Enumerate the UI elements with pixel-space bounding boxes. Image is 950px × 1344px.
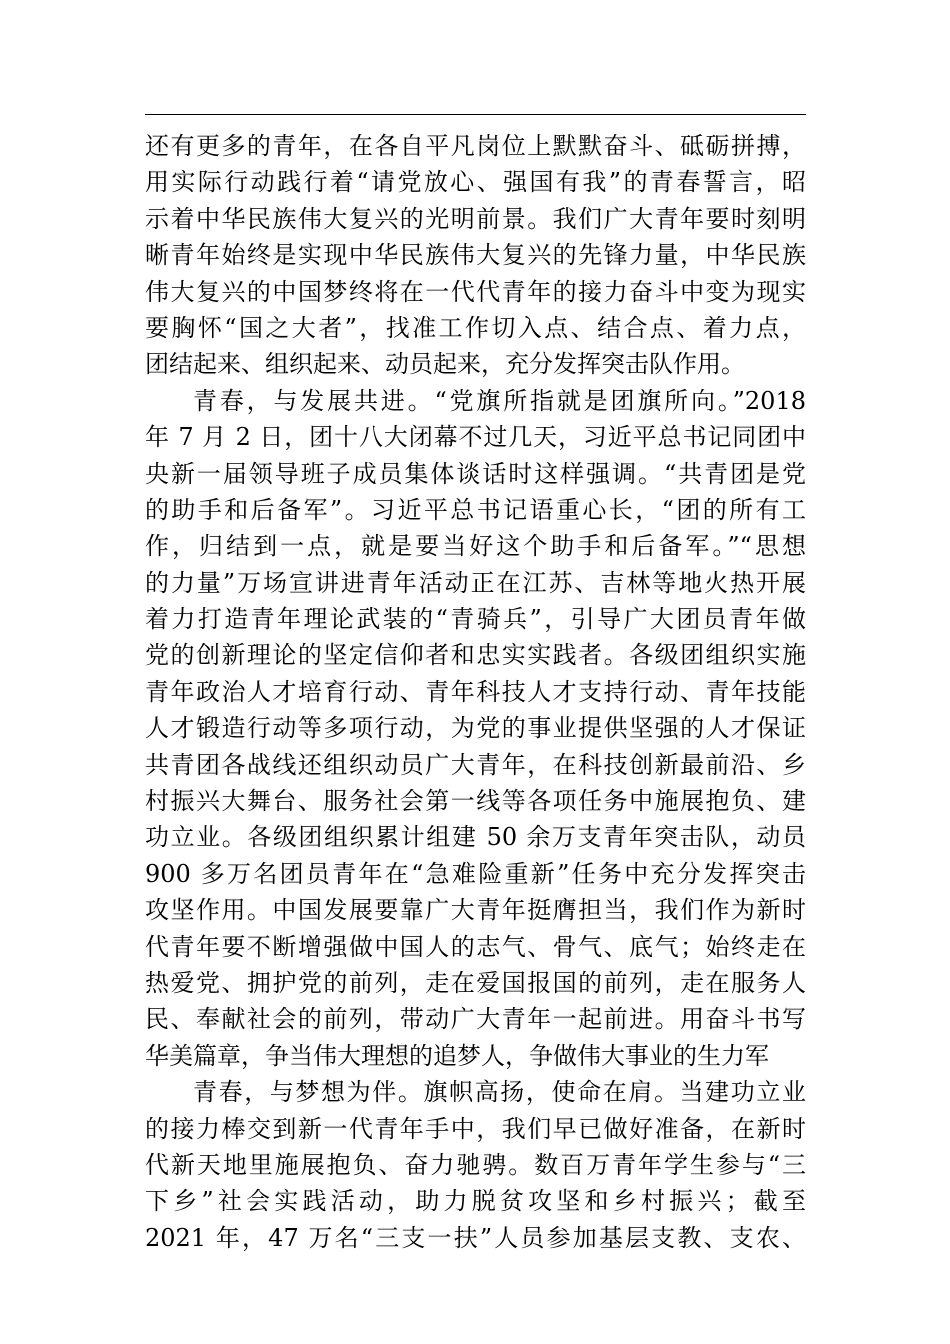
text-line: 伟大复兴的中国梦终将在一代代青年的接力奋斗中变为现实 [145, 277, 806, 306]
text-line: 青年政治人才培育行动、青年科技人才支持行动、青年技能 [145, 677, 806, 706]
text-line: 2021 年，47 万名“三支一扶”人员参加基层支教、支农、 [145, 1223, 806, 1252]
paragraph [145, 383, 806, 1074]
text-line: 示着中华民族伟大复兴的光明前景。我们广大青年要时刻明 [145, 204, 806, 233]
text-line: 的助手和后备军”。习近平总书记语重心长，“团的所有工 [145, 495, 806, 524]
paragraph [145, 1074, 806, 1256]
text-line: 用实际行动践行着“请党放心、强国有我”的青春誓言，昭 [145, 168, 806, 197]
text-line: 团结起来、组织起来、动员起来，充分发挥突击队作用。 [145, 350, 745, 379]
text-line: 作，归结到一点，就是要当好这个助手和后备军。”“思想 [145, 532, 806, 561]
text-line: 华美篇章，争当伟大理想的追梦人，争做伟大事业的生力军 [145, 1041, 769, 1070]
text-line: 的力量”万场宣讲进青年活动正在江苏、吉林等地火热开展 [145, 568, 806, 597]
text-line: 900 多万名团员青年在“急难险重新”任务中充分发挥突击 [145, 859, 806, 888]
text-line: 功立业。各级团组织累计组建 50 余万支青年突击队，动员 [145, 823, 806, 852]
text-line: 党的创新理论的坚定信仰者和忠实实践者。各级团组织实施 [145, 641, 806, 670]
text-line: 年 7 月 2 日，团十八大闭幕不过几天，习近平总书记同团中 [145, 423, 806, 452]
text-line: 攻坚作用。中国发展要靠广大青年挺膺担当，我们作为新时 [145, 896, 806, 925]
text-line: 着力打造青年理论武装的“青骑兵”，引导广大团员青年做 [145, 605, 806, 634]
text-line: 青春，与发展共进。“党旗所指就是团旗所向。”2018 [193, 386, 806, 415]
text-line: 共青团各战线还组织动员广大青年，在科技创新最前沿、乡 [145, 750, 806, 779]
text-line: 下乡”社会实践活动，助力脱贫攻坚和乡村振兴；截至 [145, 1187, 806, 1216]
text-line: 央新一届领导班子成员集体谈话时这样强调。“共青团是党 [145, 459, 806, 488]
text-line: 要胸怀“国之大者”，找准工作切入点、结合点、着力点， [145, 313, 806, 342]
text-line: 还有更多的青年，在各自平凡岗位上默默奋斗、砥砺拼搏， [145, 132, 806, 160]
text-line: 热爱党、拥护党的前列，走在爱国报国的前列，走在服务人 [145, 968, 806, 997]
header-rule [145, 114, 806, 115]
text-line: 民、奉献社会的前列，带动广大青年一起前进。用奋斗书写 [145, 1005, 806, 1034]
text-line: 晰青年始终是实现中华民族伟大复兴的先锋力量，中华民族 [145, 241, 806, 270]
text-line: 的接力棒交到新一代青年手中，我们早已做好准备，在新时 [145, 1114, 806, 1143]
text-line: 代新天地里施展抱负、奋力驰骋。数百万青年学生参与“三 [145, 1150, 806, 1179]
text-line: 青春，与梦想为伴。旗帜高扬，使命在肩。当建功立业 [193, 1078, 806, 1107]
text-line: 村振兴大舞台、服务社会第一线等各项任务中施展抱负、建 [145, 787, 806, 816]
body-text [145, 128, 806, 1256]
paragraph [145, 128, 806, 383]
text-line: 人才锻造行动等多项行动，为党的事业提供坚强的人才保证 [145, 714, 806, 743]
text-line: 代青年要不断增强做中国人的志气、骨气、底气；始终走在 [145, 932, 806, 961]
